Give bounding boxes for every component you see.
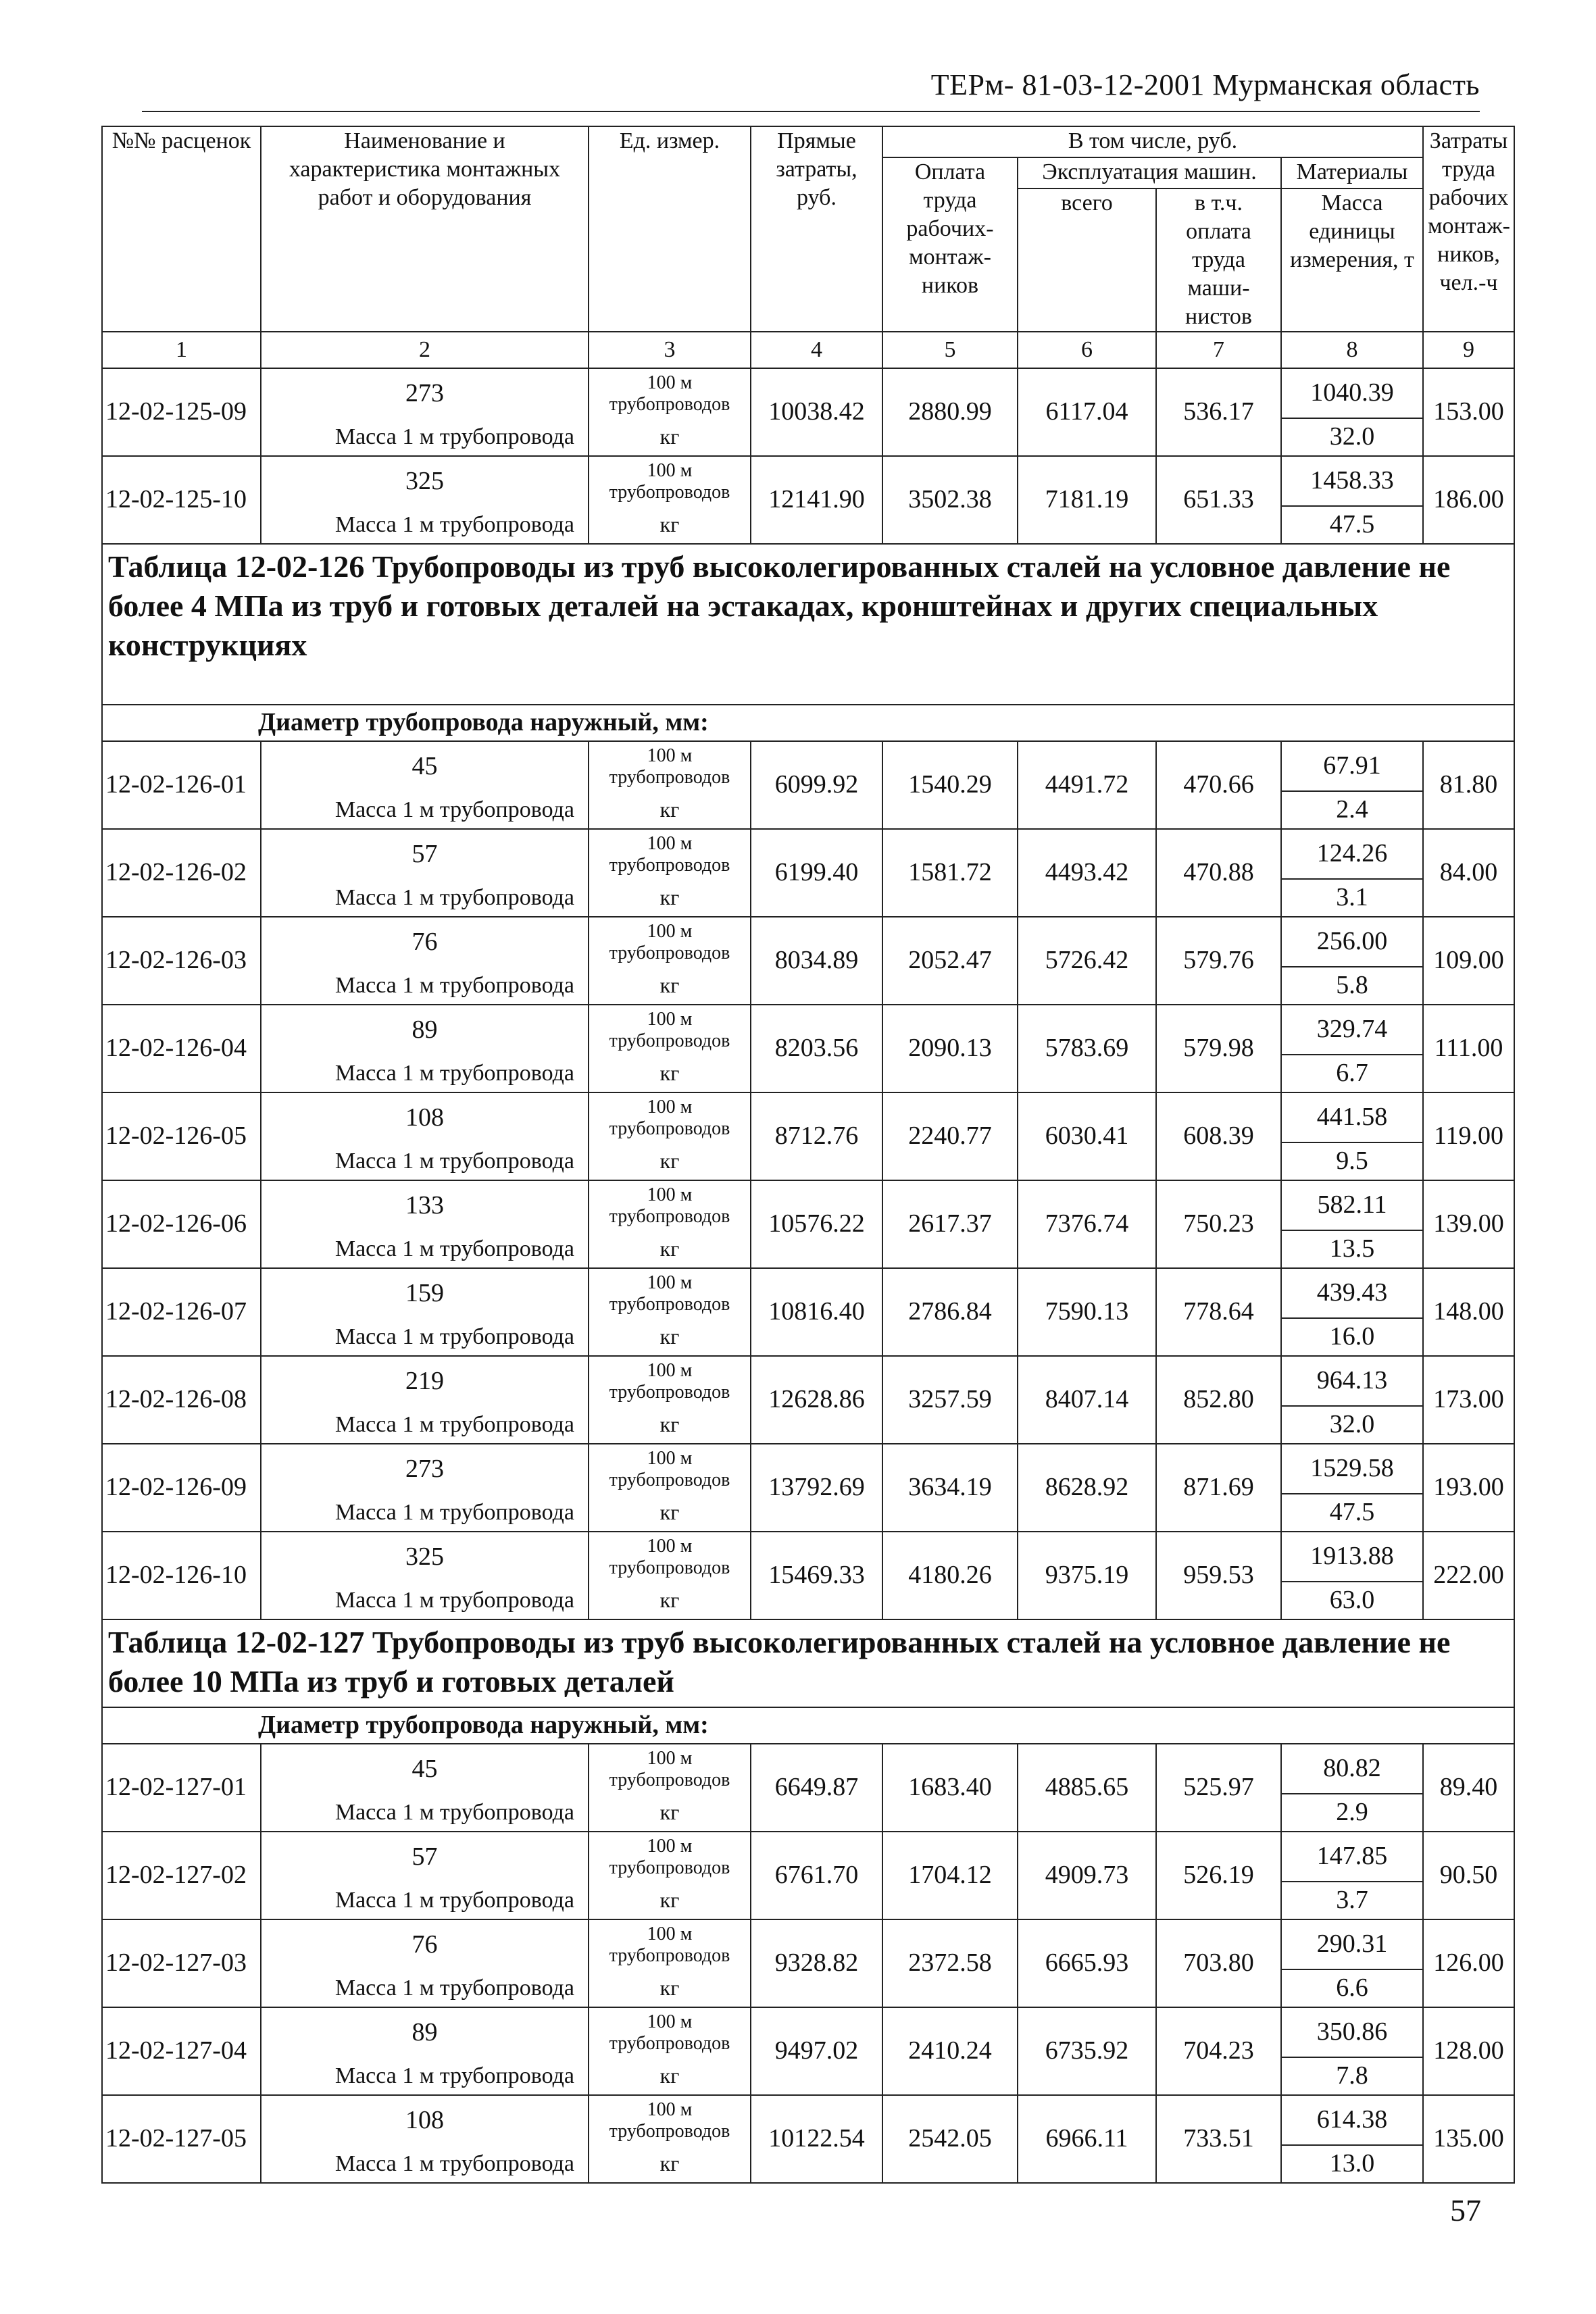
unit-label: 100 м трубопроводов bbox=[589, 1744, 751, 1794]
mass-label: Масса 1 м трубопровода bbox=[261, 2145, 589, 2183]
machinist-pay: 470.66 bbox=[1156, 741, 1281, 829]
mass-label: Масса 1 м трубопровода bbox=[261, 1494, 589, 1532]
labor-hours: 128.00 bbox=[1423, 2007, 1514, 2095]
rate-code: 12-02-126-01 bbox=[102, 741, 261, 829]
direct-cost: 9497.02 bbox=[751, 2007, 882, 2095]
direct-cost: 9328.82 bbox=[751, 1919, 882, 2007]
machine-cost: 6117.04 bbox=[1018, 368, 1156, 456]
direct-cost: 10576.22 bbox=[751, 1180, 882, 1268]
col-header-mach-pay: в т.ч. оплата труда маши-нистов bbox=[1156, 188, 1281, 332]
mass-unit: кг bbox=[589, 506, 751, 544]
table-row bbox=[102, 368, 1514, 418]
labor-pay: 2052.47 bbox=[882, 917, 1018, 1005]
labor-hours: 148.00 bbox=[1423, 1268, 1514, 1356]
section-title: Таблица 12-02-126 Трубопроводы из труб высоколегированных сталей на условное давление не более 4 МПа из труб и готовых деталей на эстакадах, кронштейнах и других специальных конструкциях bbox=[102, 544, 1514, 705]
table-row bbox=[102, 1356, 1514, 1406]
materials-cost: 1458.33 bbox=[1281, 456, 1423, 506]
labor-pay: 3502.38 bbox=[882, 456, 1018, 544]
mass-value: 3.7 bbox=[1281, 1882, 1423, 1919]
rate-code: 12-02-126-07 bbox=[102, 1268, 261, 1356]
machinist-pay: 778.64 bbox=[1156, 1268, 1281, 1356]
unit-label: 100 м трубопроводов bbox=[589, 1180, 751, 1230]
mass-unit: кг bbox=[589, 1230, 751, 1268]
col-number: 5 bbox=[882, 332, 1018, 368]
document-title: ТЕРм- 81-03-12-2001 Мурманская область bbox=[930, 68, 1480, 101]
col-header-group: В том числе, руб. bbox=[882, 126, 1423, 157]
mass-value: 63.0 bbox=[1281, 1582, 1423, 1619]
machinist-pay: 651.33 bbox=[1156, 456, 1281, 544]
item-name: 273 bbox=[261, 1444, 589, 1494]
labor-pay: 2240.77 bbox=[882, 1092, 1018, 1180]
machine-cost: 6966.11 bbox=[1018, 2095, 1156, 2183]
machinist-pay: 852.80 bbox=[1156, 1356, 1281, 1444]
mass-label: Масса 1 м трубопровода bbox=[261, 1318, 589, 1356]
direct-cost: 6761.70 bbox=[751, 1832, 882, 1919]
table-row bbox=[102, 1092, 1514, 1142]
unit-label: 100 м трубопроводов bbox=[589, 1444, 751, 1494]
col-number: 8 bbox=[1281, 332, 1423, 368]
mass-value: 16.0 bbox=[1281, 1318, 1423, 1356]
item-name: 45 bbox=[261, 741, 589, 791]
mass-unit: кг bbox=[589, 791, 751, 829]
col-header-unit: Ед. измер. bbox=[589, 126, 751, 332]
labor-pay: 2372.58 bbox=[882, 1919, 1018, 2007]
unit-label: 100 м трубопроводов bbox=[589, 741, 751, 791]
labor-hours: 90.50 bbox=[1423, 1832, 1514, 1919]
rate-code: 12-02-127-02 bbox=[102, 1832, 261, 1919]
mass-value: 6.6 bbox=[1281, 1969, 1423, 2007]
rate-code: 12-02-127-01 bbox=[102, 1744, 261, 1832]
diameter-row bbox=[102, 705, 1514, 741]
direct-cost: 8034.89 bbox=[751, 917, 882, 1005]
mass-label: Масса 1 м трубопровода bbox=[261, 1406, 589, 1444]
col-header-mach-total: всего bbox=[1018, 188, 1156, 332]
table-body bbox=[102, 126, 1514, 2183]
materials-cost: 582.11 bbox=[1281, 1180, 1423, 1230]
item-name: 273 bbox=[261, 368, 589, 418]
col-number: 6 bbox=[1018, 332, 1156, 368]
materials-cost: 124.26 bbox=[1281, 829, 1423, 879]
mass-value: 47.5 bbox=[1281, 1494, 1423, 1532]
mass-label: Масса 1 м трубопровода bbox=[261, 879, 589, 917]
unit-label: 100 м трубопроводов bbox=[589, 1268, 751, 1318]
table-row bbox=[102, 917, 1514, 967]
table-row bbox=[102, 1744, 1514, 1794]
mass-unit: кг bbox=[589, 418, 751, 456]
machine-cost: 4493.42 bbox=[1018, 829, 1156, 917]
column-numbers-row bbox=[102, 332, 1514, 368]
rate-code: 12-02-126-06 bbox=[102, 1180, 261, 1268]
col-number: 3 bbox=[589, 332, 751, 368]
mass-label: Масса 1 м трубопровода bbox=[261, 1882, 589, 1919]
direct-cost: 12141.90 bbox=[751, 456, 882, 544]
mass-unit: кг bbox=[589, 1406, 751, 1444]
mass-value: 32.0 bbox=[1281, 418, 1423, 456]
unit-label: 100 м трубопроводов bbox=[589, 456, 751, 506]
diameter-label: Диаметр трубопровода наружный, мм: bbox=[102, 705, 1514, 741]
labor-pay: 2786.84 bbox=[882, 1268, 1018, 1356]
labor-pay: 1581.72 bbox=[882, 829, 1018, 917]
mass-label: Масса 1 м трубопровода bbox=[261, 967, 589, 1005]
rate-code: 12-02-126-03 bbox=[102, 917, 261, 1005]
direct-cost: 6099.92 bbox=[751, 741, 882, 829]
item-name: 133 bbox=[261, 1180, 589, 1230]
mass-label: Масса 1 м трубопровода bbox=[261, 1055, 589, 1092]
machine-cost: 5783.69 bbox=[1018, 1005, 1156, 1092]
mass-value: 13.5 bbox=[1281, 1230, 1423, 1268]
table-row bbox=[102, 456, 1514, 506]
materials-cost: 329.74 bbox=[1281, 1005, 1423, 1055]
materials-cost: 147.85 bbox=[1281, 1832, 1423, 1882]
mass-unit: кг bbox=[589, 879, 751, 917]
item-name: 57 bbox=[261, 1832, 589, 1882]
labor-pay: 3634.19 bbox=[882, 1444, 1018, 1532]
labor-hours: 126.00 bbox=[1423, 1919, 1514, 2007]
table-row bbox=[102, 1268, 1514, 1318]
unit-label: 100 м трубопроводов bbox=[589, 829, 751, 879]
mass-unit: кг bbox=[589, 1794, 751, 1832]
machinist-pay: 526.19 bbox=[1156, 1832, 1281, 1919]
rate-code: 12-02-127-05 bbox=[102, 2095, 261, 2183]
labor-pay: 2410.24 bbox=[882, 2007, 1018, 2095]
labor-pay: 1540.29 bbox=[882, 741, 1018, 829]
machinist-pay: 579.76 bbox=[1156, 917, 1281, 1005]
item-name: 219 bbox=[261, 1356, 589, 1406]
unit-label: 100 м трубопроводов bbox=[589, 1832, 751, 1882]
materials-cost: 1529.58 bbox=[1281, 1444, 1423, 1494]
mass-unit: кг bbox=[589, 967, 751, 1005]
col-number: 2 bbox=[261, 332, 589, 368]
col-header-mass: Масса единицы измерения, т bbox=[1281, 188, 1423, 332]
machine-cost: 8628.92 bbox=[1018, 1444, 1156, 1532]
direct-cost: 10038.42 bbox=[751, 368, 882, 456]
mass-label: Масса 1 м трубопровода bbox=[261, 1969, 589, 2007]
mass-unit: кг bbox=[589, 2145, 751, 2183]
materials-cost: 441.58 bbox=[1281, 1092, 1423, 1142]
unit-label: 100 м трубопроводов bbox=[589, 1356, 751, 1406]
table-row bbox=[102, 741, 1514, 791]
mass-unit: кг bbox=[589, 1318, 751, 1356]
rate-code: 12-02-125-10 bbox=[102, 456, 261, 544]
machinist-pay: 703.80 bbox=[1156, 1919, 1281, 2007]
unit-label: 100 м трубопроводов bbox=[589, 2095, 751, 2145]
machine-cost: 6665.93 bbox=[1018, 1919, 1156, 2007]
materials-cost: 350.86 bbox=[1281, 2007, 1423, 2057]
mass-label: Масса 1 м трубопровода bbox=[261, 1142, 589, 1180]
col-header-materials: Материалы bbox=[1281, 157, 1423, 188]
labor-pay: 2880.99 bbox=[882, 368, 1018, 456]
mass-value: 2.4 bbox=[1281, 791, 1423, 829]
col-number: 9 bbox=[1423, 332, 1514, 368]
item-name: 57 bbox=[261, 829, 589, 879]
unit-label: 100 м трубопроводов bbox=[589, 1919, 751, 1969]
section-title: Таблица 12-02-127 Трубопроводы из труб высоколегированных сталей на условное давление не более 10 МПа из труб и готовых деталей bbox=[102, 1619, 1514, 1707]
machinist-pay: 871.69 bbox=[1156, 1444, 1281, 1532]
direct-cost: 12628.86 bbox=[751, 1356, 882, 1444]
item-name: 76 bbox=[261, 1919, 589, 1969]
direct-cost: 13792.69 bbox=[751, 1444, 882, 1532]
page-number: 57 bbox=[1450, 2193, 1481, 2228]
mass-unit: кг bbox=[589, 2057, 751, 2095]
machine-cost: 8407.14 bbox=[1018, 1356, 1156, 1444]
rate-code: 12-02-126-02 bbox=[102, 829, 261, 917]
labor-hours: 135.00 bbox=[1423, 2095, 1514, 2183]
table-row bbox=[102, 1832, 1514, 1882]
rate-code: 12-02-126-04 bbox=[102, 1005, 261, 1092]
mass-label: Масса 1 м трубопровода bbox=[261, 418, 589, 456]
col-header-machines: Эксплуатация машин. bbox=[1018, 157, 1281, 188]
rate-code: 12-02-126-08 bbox=[102, 1356, 261, 1444]
rate-code: 12-02-126-10 bbox=[102, 1532, 261, 1619]
mass-label: Масса 1 м трубопровода bbox=[261, 506, 589, 544]
table-row bbox=[102, 1532, 1514, 1582]
item-name: 325 bbox=[261, 456, 589, 506]
section-title-row bbox=[102, 544, 1514, 705]
header-row bbox=[102, 126, 1514, 157]
direct-cost: 6199.40 bbox=[751, 829, 882, 917]
labor-hours: 81.80 bbox=[1423, 741, 1514, 829]
table-row bbox=[102, 2007, 1514, 2057]
machinist-pay: 525.97 bbox=[1156, 1744, 1281, 1832]
materials-cost: 1913.88 bbox=[1281, 1532, 1423, 1582]
materials-cost: 256.00 bbox=[1281, 917, 1423, 967]
direct-cost: 8203.56 bbox=[751, 1005, 882, 1092]
rates-table bbox=[101, 126, 1515, 2184]
labor-hours: 119.00 bbox=[1423, 1092, 1514, 1180]
mass-label: Масса 1 м трубопровода bbox=[261, 1794, 589, 1832]
item-name: 108 bbox=[261, 2095, 589, 2145]
unit-label: 100 м трубопроводов bbox=[589, 1092, 751, 1142]
mass-unit: кг bbox=[589, 1882, 751, 1919]
diameter-label: Диаметр трубопровода наружный, мм: bbox=[102, 1707, 1514, 1744]
materials-cost: 439.43 bbox=[1281, 1268, 1423, 1318]
mass-unit: кг bbox=[589, 1142, 751, 1180]
mass-value: 3.1 bbox=[1281, 879, 1423, 917]
labor-pay: 2542.05 bbox=[882, 2095, 1018, 2183]
item-name: 76 bbox=[261, 917, 589, 967]
table-row bbox=[102, 1005, 1514, 1055]
mass-label: Масса 1 м трубопровода bbox=[261, 1582, 589, 1619]
machinist-pay: 959.53 bbox=[1156, 1532, 1281, 1619]
machinist-pay: 470.88 bbox=[1156, 829, 1281, 917]
machine-cost: 4909.73 bbox=[1018, 1832, 1156, 1919]
rate-code: 12-02-126-05 bbox=[102, 1092, 261, 1180]
labor-pay: 4180.26 bbox=[882, 1532, 1018, 1619]
col-header-code: №№ расценок bbox=[102, 126, 261, 332]
machinist-pay: 750.23 bbox=[1156, 1180, 1281, 1268]
materials-cost: 67.91 bbox=[1281, 741, 1423, 791]
rate-code: 12-02-127-03 bbox=[102, 1919, 261, 2007]
table-row bbox=[102, 1919, 1514, 1969]
machinist-pay: 579.98 bbox=[1156, 1005, 1281, 1092]
machine-cost: 5726.42 bbox=[1018, 917, 1156, 1005]
labor-hours: 222.00 bbox=[1423, 1532, 1514, 1619]
mass-value: 7.8 bbox=[1281, 2057, 1423, 2095]
table-row bbox=[102, 1180, 1514, 1230]
mass-value: 9.5 bbox=[1281, 1142, 1423, 1180]
labor-hours: 111.00 bbox=[1423, 1005, 1514, 1092]
item-name: 108 bbox=[261, 1092, 589, 1142]
machinist-pay: 704.23 bbox=[1156, 2007, 1281, 2095]
labor-pay: 2617.37 bbox=[882, 1180, 1018, 1268]
labor-pay: 1704.12 bbox=[882, 1832, 1018, 1919]
materials-cost: 80.82 bbox=[1281, 1744, 1423, 1794]
item-name: 159 bbox=[261, 1268, 589, 1318]
direct-cost: 10816.40 bbox=[751, 1268, 882, 1356]
mass-unit: кг bbox=[589, 1494, 751, 1532]
mass-unit: кг bbox=[589, 1055, 751, 1092]
labor-hours: 186.00 bbox=[1423, 456, 1514, 544]
direct-cost: 8712.76 bbox=[751, 1092, 882, 1180]
diameter-row bbox=[102, 1707, 1514, 1744]
direct-cost: 6649.87 bbox=[751, 1744, 882, 1832]
labor-hours: 193.00 bbox=[1423, 1444, 1514, 1532]
section-title-row bbox=[102, 1619, 1514, 1707]
unit-label: 100 м трубопроводов bbox=[589, 1532, 751, 1582]
item-name: 325 bbox=[261, 1532, 589, 1582]
mass-value: 5.8 bbox=[1281, 967, 1423, 1005]
col-number: 4 bbox=[751, 332, 882, 368]
labor-pay: 2090.13 bbox=[882, 1005, 1018, 1092]
col-number: 7 bbox=[1156, 332, 1281, 368]
machine-cost: 4491.72 bbox=[1018, 741, 1156, 829]
mass-label: Масса 1 м трубопровода bbox=[261, 1230, 589, 1268]
mass-value: 13.0 bbox=[1281, 2145, 1423, 2183]
item-name: 45 bbox=[261, 1744, 589, 1794]
page-header bbox=[142, 62, 1480, 112]
direct-cost: 10122.54 bbox=[751, 2095, 882, 2183]
labor-hours: 173.00 bbox=[1423, 1356, 1514, 1444]
mass-unit: кг bbox=[589, 1582, 751, 1619]
unit-label: 100 м трубопроводов bbox=[589, 2007, 751, 2057]
machinist-pay: 733.51 bbox=[1156, 2095, 1281, 2183]
mass-label: Масса 1 м трубопровода bbox=[261, 2057, 589, 2095]
col-header-name: Наименование и характеристика монтажных работ и оборудования bbox=[261, 126, 589, 332]
labor-hours: 139.00 bbox=[1423, 1180, 1514, 1268]
materials-cost: 1040.39 bbox=[1281, 368, 1423, 418]
labor-pay: 3257.59 bbox=[882, 1356, 1018, 1444]
mass-unit: кг bbox=[589, 1969, 751, 2007]
machine-cost: 7181.19 bbox=[1018, 456, 1156, 544]
machine-cost: 4885.65 bbox=[1018, 1744, 1156, 1832]
col-number: 1 bbox=[102, 332, 261, 368]
col-header-pay: Оплата труда рабочих-монтаж-ников bbox=[882, 157, 1018, 332]
labor-hours: 84.00 bbox=[1423, 829, 1514, 917]
table-row bbox=[102, 2095, 1514, 2145]
machinist-pay: 536.17 bbox=[1156, 368, 1281, 456]
machine-cost: 6030.41 bbox=[1018, 1092, 1156, 1180]
machine-cost: 9375.19 bbox=[1018, 1532, 1156, 1619]
item-name: 89 bbox=[261, 1005, 589, 1055]
col-header-labor: Затраты труда рабочих монтаж-ников, чел.-ч bbox=[1423, 126, 1514, 332]
labor-hours: 153.00 bbox=[1423, 368, 1514, 456]
table-row bbox=[102, 829, 1514, 879]
labor-hours: 109.00 bbox=[1423, 917, 1514, 1005]
mass-value: 6.7 bbox=[1281, 1055, 1423, 1092]
rate-code: 12-02-126-09 bbox=[102, 1444, 261, 1532]
mass-value: 2.9 bbox=[1281, 1794, 1423, 1832]
mass-value: 47.5 bbox=[1281, 506, 1423, 544]
materials-cost: 290.31 bbox=[1281, 1919, 1423, 1969]
item-name: 89 bbox=[261, 2007, 589, 2057]
unit-label: 100 м трубопроводов bbox=[589, 1005, 751, 1055]
machine-cost: 6735.92 bbox=[1018, 2007, 1156, 2095]
rate-code: 12-02-125-09 bbox=[102, 368, 261, 456]
table-row bbox=[102, 1444, 1514, 1494]
machine-cost: 7376.74 bbox=[1018, 1180, 1156, 1268]
materials-cost: 614.38 bbox=[1281, 2095, 1423, 2145]
direct-cost: 15469.33 bbox=[751, 1532, 882, 1619]
labor-pay: 1683.40 bbox=[882, 1744, 1018, 1832]
rate-code: 12-02-127-04 bbox=[102, 2007, 261, 2095]
col-header-direct: Прямые затраты, руб. bbox=[751, 126, 882, 332]
machine-cost: 7590.13 bbox=[1018, 1268, 1156, 1356]
materials-cost: 964.13 bbox=[1281, 1356, 1423, 1406]
mass-value: 32.0 bbox=[1281, 1406, 1423, 1444]
unit-label: 100 м трубопроводов bbox=[589, 917, 751, 967]
labor-hours: 89.40 bbox=[1423, 1744, 1514, 1832]
machinist-pay: 608.39 bbox=[1156, 1092, 1281, 1180]
unit-label: 100 м трубопроводов bbox=[589, 368, 751, 418]
mass-label: Масса 1 м трубопровода bbox=[261, 791, 589, 829]
